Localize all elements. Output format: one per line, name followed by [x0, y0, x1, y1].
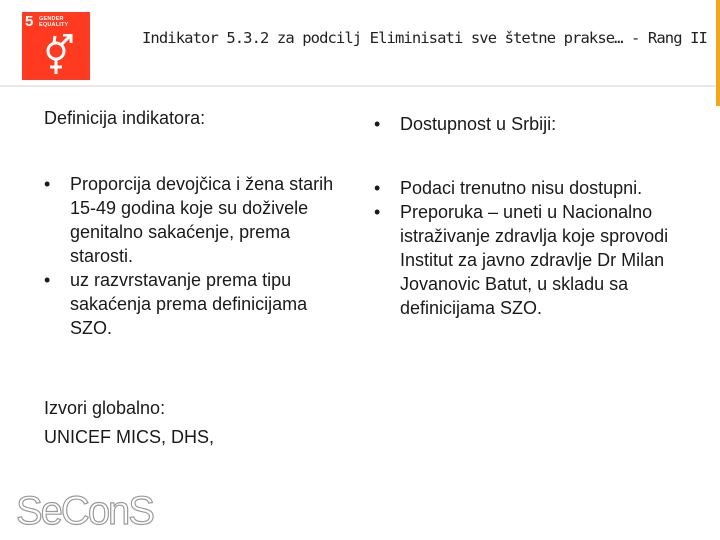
availability-text: Podaci trenutno nisu dostupni. — [400, 178, 643, 198]
header-divider — [0, 85, 720, 87]
sources-text: UNICEF MICS, DHS, — [44, 427, 215, 447]
sdg-goal-number: 5 — [25, 13, 34, 30]
sdg-label-line2: EQUALITY — [39, 22, 69, 28]
bullet-icon: • — [374, 114, 381, 134]
sdg-goal-label — [39, 16, 68, 28]
availability-text: Preporuka – uneti u Nacionalno istraživanje zdravlja koje sprovodi Institut za javno zdravlje Dr Milan Jovanovic Batut, u skladu sa definicijama SZO. — [400, 202, 669, 318]
availability-heading-text: Dostupnost u Srbiji: — [400, 114, 557, 134]
gender-equality-icon — [42, 34, 74, 76]
definition-text: Proporcija devojčica i žena starih 15-49 godina koje su doživele genitalno sakaćenje, prema starosti. — [70, 174, 334, 266]
availability-list — [374, 176, 694, 320]
sdg-goal-5-tile — [22, 12, 90, 80]
bullet-icon: • — [374, 202, 381, 222]
bullet-icon: • — [44, 270, 51, 290]
definition-item — [44, 172, 349, 268]
definition-heading: Definicija indikatora: — [44, 108, 206, 128]
definition-text: uz razvrstavanje prema tipu sakaćenja prema definicijama SZO. — [70, 270, 308, 338]
secons-logo — [14, 486, 164, 532]
accent-bar — [716, 0, 720, 106]
bullet-icon: • — [374, 178, 381, 198]
availability-item — [374, 200, 694, 320]
secons-logo-text: SeConS — [16, 489, 153, 532]
definition-list — [44, 172, 349, 340]
page-title: Indikator 5.3.2 za podcilj Eliminisati sve štetne prakse… - Rang II — [142, 29, 707, 47]
availability-heading-list — [374, 112, 694, 136]
bullet-icon: • — [44, 174, 51, 194]
sources-heading: Izvori globalno: — [44, 398, 166, 418]
availability-heading — [374, 112, 694, 136]
sdg-label-line1: GENDER — [39, 16, 64, 22]
availability-item — [374, 176, 694, 200]
definition-item — [44, 268, 349, 340]
